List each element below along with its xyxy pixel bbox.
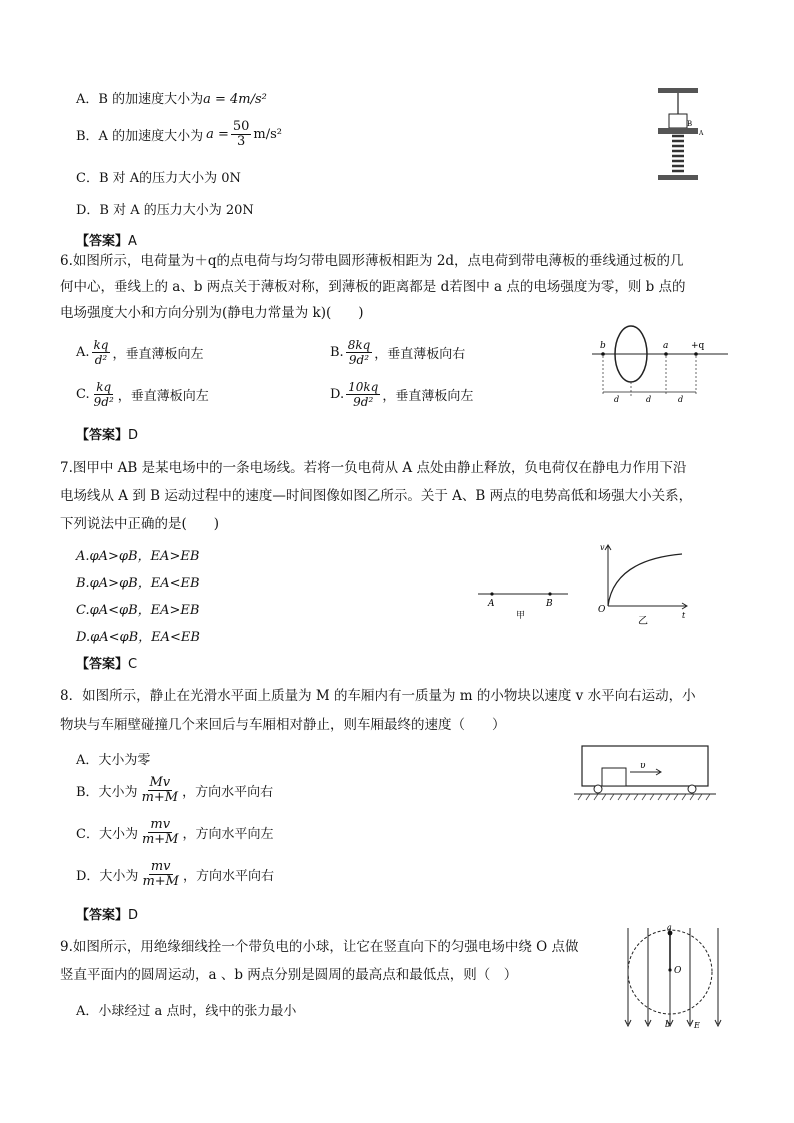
q6-option-d: D. $\frac{10kq}{\text{9d²}}$ ，垂直薄板向左 xyxy=(330,380,474,409)
center-o xyxy=(668,968,671,971)
wheel-right xyxy=(688,785,696,793)
fraction: $\frac{kq}{\text{d²}}$ xyxy=(93,338,109,367)
svg-text:+q: +q xyxy=(691,341,705,351)
q8-cart-figure xyxy=(572,742,718,802)
q7-field-line-figure xyxy=(476,586,571,622)
q7-option-c: C.φA<φB，EA>EB xyxy=(76,603,200,618)
fraction: $\frac{Mv}{m+M}$ xyxy=(141,775,179,805)
svg-text:υ: υ xyxy=(640,761,646,771)
svg-text:B: B xyxy=(546,599,553,609)
svg-text:B: B xyxy=(687,120,693,128)
q7-vt-graph xyxy=(596,540,692,628)
svg-text:a: a xyxy=(667,923,672,932)
q5-spring-figure xyxy=(656,86,706,186)
q7-line1: 7.图甲中 AB 是某电场中的一条电场线。若将一负电荷从 A 点处由静止释放，负电荷仅在静电力作用下沿 xyxy=(60,460,687,476)
block-a xyxy=(658,128,698,134)
q9-circle-field-figure xyxy=(618,922,728,1032)
fraction: $\frac{mv}{m+M}$ xyxy=(141,817,179,847)
vt-curve xyxy=(608,554,682,606)
q8-option-c: C．大小为 $\frac{mv}{m+M}$ ，方向水平向左 xyxy=(76,817,274,847)
svg-text:a: a xyxy=(663,341,669,351)
point-b xyxy=(548,592,551,595)
floor-plate xyxy=(658,175,698,180)
q7-option-d: D.φA<φB，EA<EB xyxy=(76,630,200,645)
q7-answer: 【答案】C xyxy=(76,657,138,672)
svg-text:乙: 乙 xyxy=(638,616,648,627)
q5-option-d: D．B 对 A 的压力大小为 20N xyxy=(76,203,254,218)
point-a xyxy=(664,352,668,356)
svg-text:甲: 甲 xyxy=(516,611,526,621)
fraction: $\frac{mv}{m+M}$ xyxy=(142,859,179,889)
q9-line2: 竖直平面内的圆周运动，a 、b 两点分别是圆周的最高点和最低点，则（ ） xyxy=(60,967,518,983)
svg-text:d: d xyxy=(646,395,652,404)
point-a xyxy=(490,592,493,595)
point-charge xyxy=(694,352,698,356)
ground-hatching xyxy=(578,794,710,800)
svg-text:A: A xyxy=(699,130,704,137)
q9-line1: 9.如图所示，用绝缘细线拴一个带负电的小球，让它在竖直向下的匀强电场中绕 O 点做 xyxy=(60,939,579,955)
point-b xyxy=(601,352,605,356)
q6-line2: 何中心，垂线上的 a、b 两点关于薄板对称，到薄板的距离都是 d若图中 a 点的电场强度为零，则 b 点的 xyxy=(60,279,686,295)
q5-option-a: A．B 的加速度大小为a = 4m/s² xyxy=(76,92,267,107)
svg-text:b: b xyxy=(665,1020,671,1029)
svg-text:E: E xyxy=(694,1021,700,1030)
q8-answer: 【答案】D xyxy=(76,908,139,923)
q7-line3: 下列说法中正确的是( ) xyxy=(60,516,220,532)
svg-text:d: d xyxy=(614,395,620,404)
q5-answer: 【答案】A xyxy=(76,234,137,249)
q8-line2: 物块与车厢壁碰撞几个来回后与车厢相对静止，则车厢最终的速度（ ） xyxy=(60,717,506,733)
q7-option-b: B.φA>φB，EA<EB xyxy=(76,576,200,591)
fraction: $\frac{10kq}{\text{9d²}}$ xyxy=(348,380,379,409)
fraction: $\frac{50}{3}$ xyxy=(232,119,250,149)
q6-line1: 6.如图所示，电荷量为＋q的点电荷与均匀带电圆形薄板相距为 2d，点电荷到带电薄板的垂线通过板的几 xyxy=(60,253,684,269)
q5-option-c: C．B 对 A的压力大小为 0N xyxy=(76,171,241,186)
q6-option-a: A. $\frac{kq}{\text{d²}}$ ，垂直薄板向左 xyxy=(76,338,204,367)
q6-option-c: C. $\frac{kq}{\text{9d²}}$ ，垂直薄板向左 xyxy=(76,380,209,409)
fraction: $\frac{8kq}{\text{9d²}}$ xyxy=(347,338,371,367)
q7-option-a: A.φA>φB，EA>EB xyxy=(76,549,200,564)
q6-plate-figure xyxy=(590,322,730,404)
svg-text:d: d xyxy=(678,395,684,404)
q6-option-b: B. $\frac{8kq}{\text{9d²}}$ ，垂直薄板向右 xyxy=(330,338,466,367)
q8-option-a: A．大小为零 xyxy=(76,753,151,768)
wheel-left xyxy=(594,785,602,793)
svg-text:v: v xyxy=(600,543,605,552)
spring xyxy=(672,136,684,171)
svg-text:t: t xyxy=(682,611,686,620)
svg-text:O: O xyxy=(674,966,682,976)
q8-line1: 8．如图所示，静止在光滑水平面上质量为 M 的车厢内有一质量为 m 的小物块以速度 v 水平向右运动，小 xyxy=(60,688,696,704)
fraction: $\frac{kq}{\text{9d²}}$ xyxy=(93,380,114,409)
block-b xyxy=(669,114,687,128)
svg-text:b: b xyxy=(600,341,606,351)
svg-text:A: A xyxy=(488,599,495,609)
small-block xyxy=(602,768,626,786)
q5-option-b: B．A 的加速度大小为 a = $\frac{50}{3}$ m/s² xyxy=(76,119,282,149)
q6-answer: 【答案】D xyxy=(76,428,139,443)
q9-option-a: A．小球经过 a 点时，线中的张力最小 xyxy=(76,1004,297,1019)
q8-option-d: D．大小为 $\frac{mv}{m+M}$ ，方向水平向右 xyxy=(76,859,274,889)
q7-line2: 电场线从 A 到 B 运动过程中的速度—时间图像如图乙所示。关于 A、B 两点的电势高低和场强大小关系， xyxy=(60,488,693,504)
svg-text:O: O xyxy=(598,605,606,615)
ceiling-plate xyxy=(658,88,698,93)
q8-option-b: B．大小为 $\frac{Mv}{m+M}$ ，方向水平向右 xyxy=(76,775,274,805)
q6-line3: 电场强度大小和方向分别为(静电力常量为 k)( ) xyxy=(60,305,364,321)
